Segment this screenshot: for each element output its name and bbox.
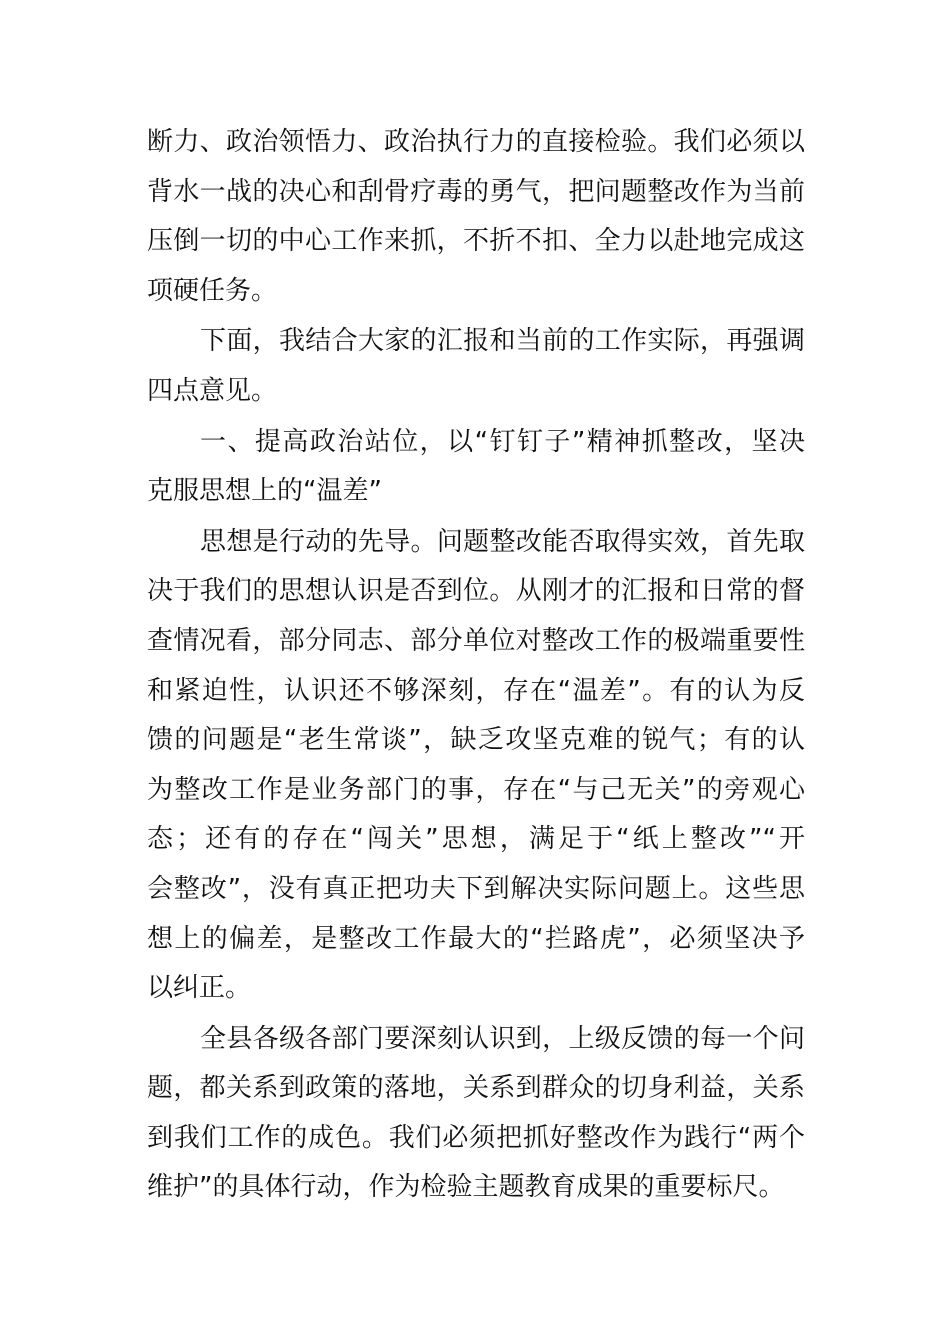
text-line: 思想是行动的先导。问题整改能否取得实效，首先取 — [200, 526, 805, 557]
text-line: 项硬任务。 — [147, 275, 278, 306]
paragraph — [147, 518, 805, 1014]
text-line: 到我们工作的成色。我们必须把抓好整改作为践行“两个 — [147, 1122, 805, 1153]
text-line: 查情况看，部分同志、部分单位对整改工作的极端重要性 — [147, 625, 805, 656]
paragraph — [147, 418, 805, 517]
paragraph — [147, 118, 805, 316]
text-line: 决于我们的思想认识是否到位。从刚才的汇报和日常的督 — [147, 576, 805, 607]
text-line: 会整改”，没有真正把功夫下到解决实际问题上。这些思 — [147, 873, 805, 904]
text-line: 四点意见。 — [147, 375, 278, 406]
document-page — [147, 118, 805, 1213]
paragraph — [147, 1015, 805, 1213]
text-line: 全县各级各部门要深刻认识到，上级反馈的每一个问 — [200, 1023, 805, 1054]
text-line: 压倒一切的中心工作来抓，不折不扣、全力以赴地完成这 — [147, 226, 805, 257]
text-line: 背水一战的决心和刮骨疗毒的勇气，把问题整改作为当前 — [147, 176, 805, 207]
text-line: 想上的偏差，是整改工作最大的“拦路虎”，必须坚决予 — [147, 923, 805, 954]
text-line: 下面，我结合大家的汇报和当前的工作实际，再强调 — [200, 326, 805, 357]
text-line: 一、提高政治站位，以“钉钉子”精神抓整改，坚决 — [200, 426, 805, 457]
text-line: 馈的问题是“老生常谈”，缺乏攻坚克难的锐气；有的认 — [147, 725, 805, 756]
text-line: 和紧迫性，认识还不够深刻，存在“温差”。有的认为反 — [147, 675, 805, 706]
text-line: 以纠正。 — [147, 973, 252, 1004]
text-line: 断力、政治领悟力、政治执行力的直接检验。我们必须以 — [147, 127, 805, 157]
text-line: 克服思想上的“温差” — [147, 476, 382, 507]
text-line: 题，都关系到政策的落地，关系到群众的切身利益，关系 — [147, 1073, 805, 1104]
paragraph — [147, 317, 805, 416]
text-line: 维护”的具体行动，作为检验主题教育成果的重要标尺。 — [147, 1172, 785, 1203]
text-line: 态；还有的存在“闯关”思想，满足于“纸上整改”“开 — [147, 824, 805, 855]
text-line: 为整改工作是业务部门的事，存在“与己无关”的旁观心 — [147, 774, 805, 805]
